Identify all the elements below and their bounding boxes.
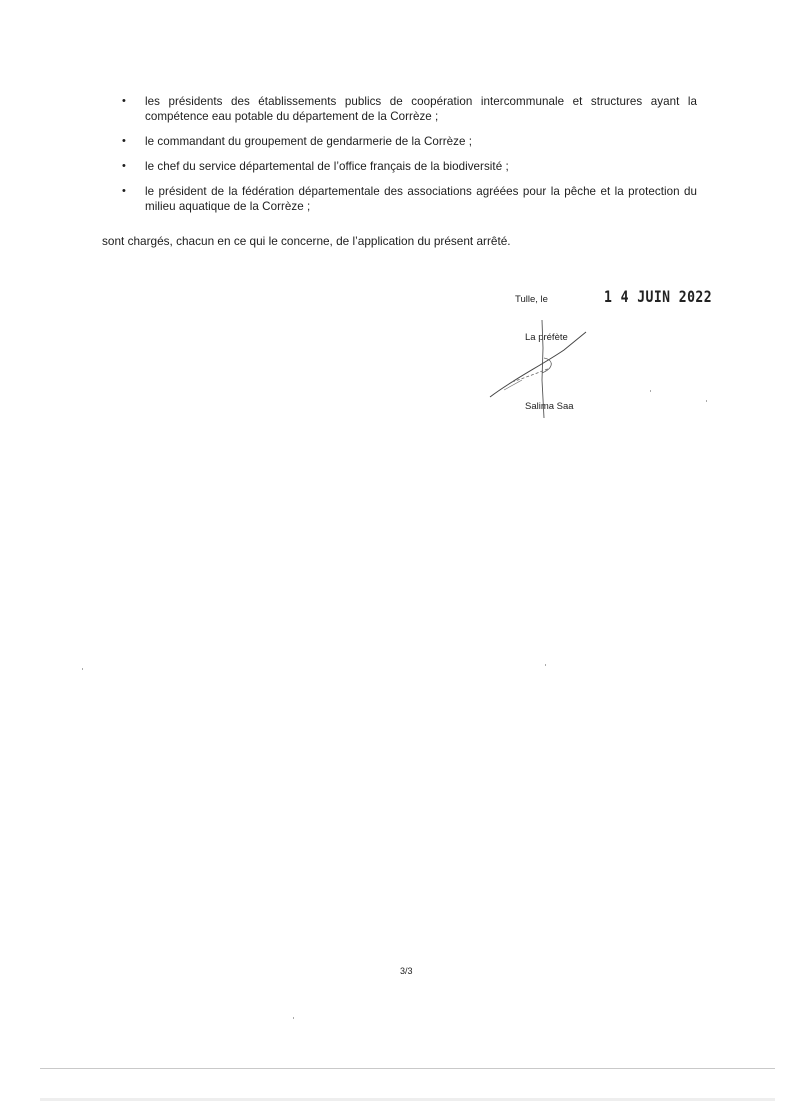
page-number: 3/3 <box>400 966 413 976</box>
list-item-text: le président de la fédération départementale des associations agréées pour la pêche et la protection du milieu aquatique de la Corrèze ; <box>145 185 697 213</box>
signatory-name: Salima Saa <box>525 401 574 412</box>
bullet-icon: • <box>122 185 126 197</box>
signature-place: Tulle, le <box>515 294 548 305</box>
list-item <box>122 159 697 174</box>
list-item <box>122 184 697 214</box>
scan-speck <box>650 390 651 392</box>
scan-speck <box>545 664 546 666</box>
date-stamp: 1 4 JUIN 2022 <box>604 287 713 306</box>
recipient-list <box>122 94 697 224</box>
scan-speck <box>82 668 83 670</box>
list-item <box>122 134 697 149</box>
bullet-icon: • <box>122 135 126 147</box>
scan-edge-line <box>40 1068 775 1069</box>
signatory-title: La préfète <box>525 332 568 343</box>
list-item <box>122 94 697 124</box>
scan-speck <box>706 400 707 402</box>
closing-sentence: sont chargés, chacun en ce qui le concerne, de l’application du présent arrêté. <box>102 234 511 248</box>
bullet-icon: • <box>122 95 126 107</box>
bullet-icon: • <box>122 160 126 172</box>
list-item-text: les présidents des établissements publics de coopération intercommunale et structures ayant la compétence eau potable du département de la Corrèze ; <box>145 95 697 123</box>
list-item-text: le chef du service départemental de l’office français de la biodiversité ; <box>145 160 509 173</box>
list-item-text: le commandant du groupement de gendarmerie de la Corrèze ; <box>145 135 473 148</box>
scan-speck <box>293 1017 294 1019</box>
